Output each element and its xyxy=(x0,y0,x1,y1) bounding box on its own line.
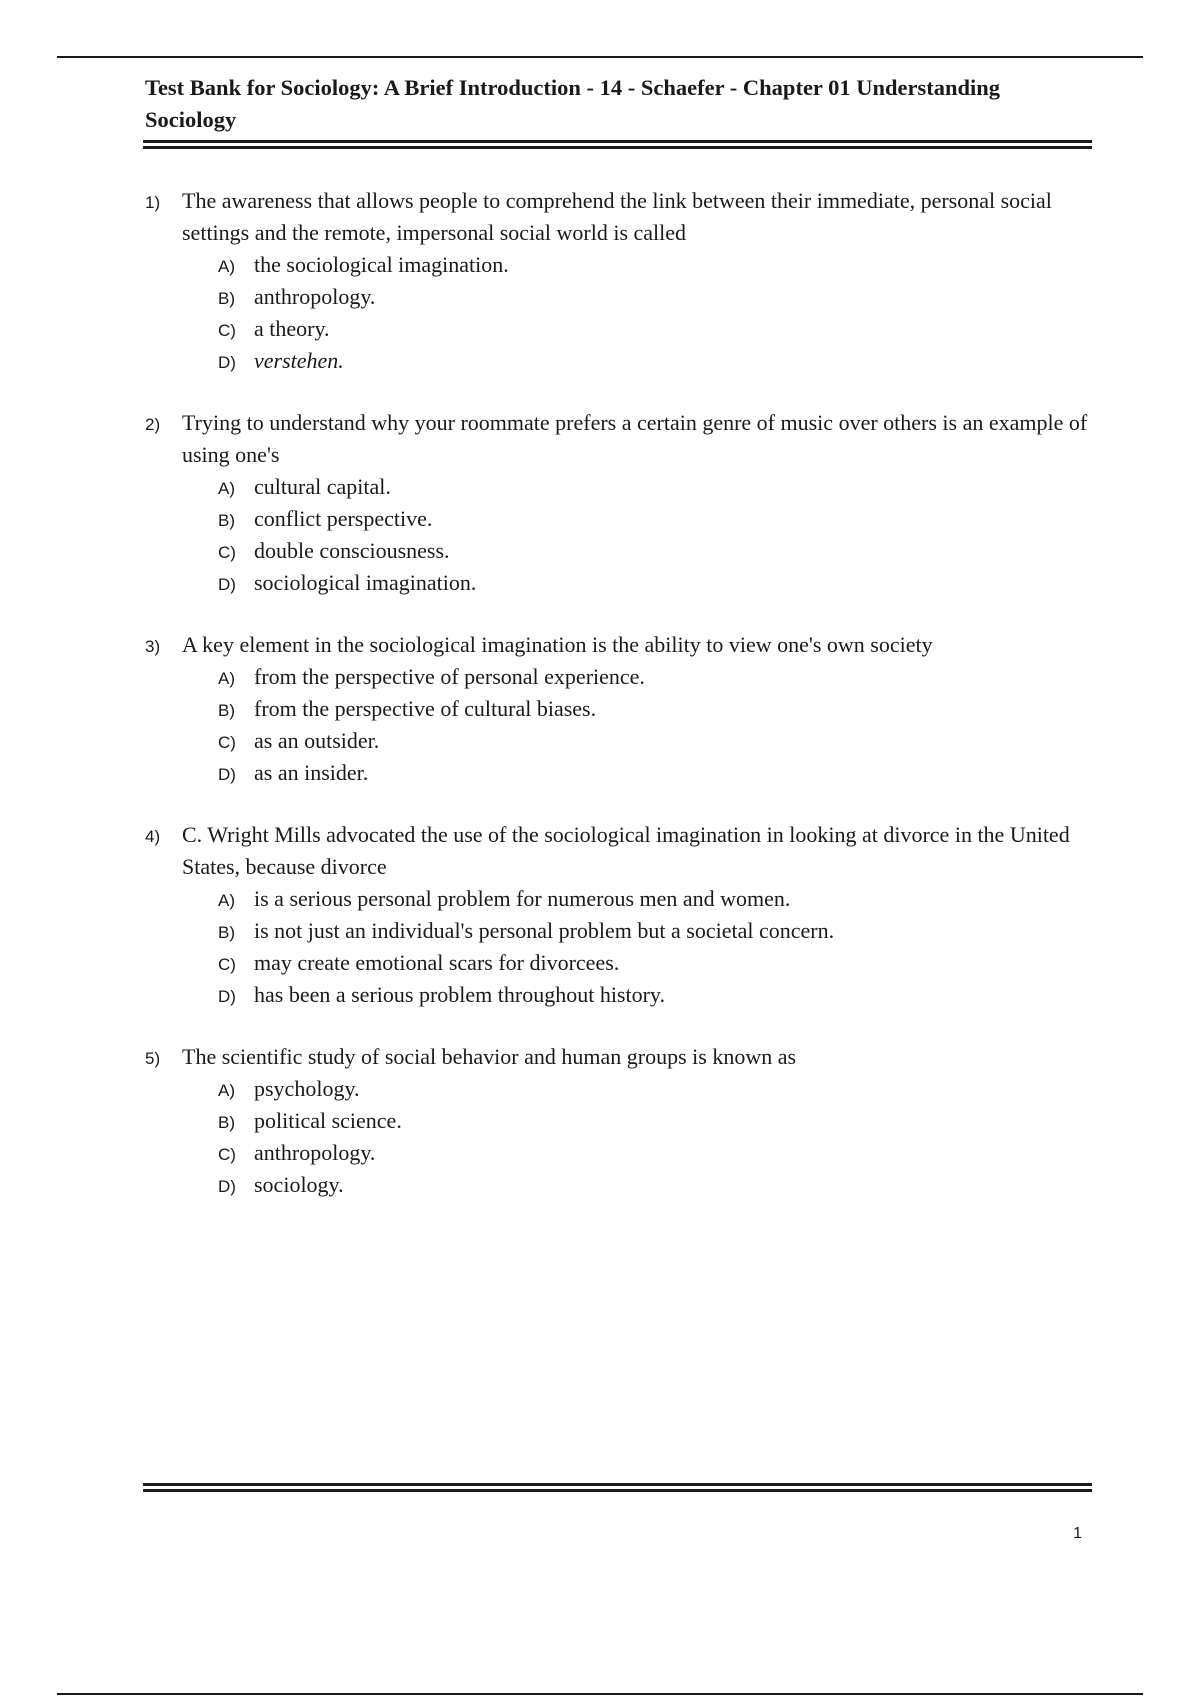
option-text: from the perspective of cultural biases. xyxy=(254,696,597,721)
answer-option-c xyxy=(218,725,1095,757)
option-letter: A) xyxy=(218,479,235,498)
option-letter: A) xyxy=(218,891,235,910)
option-text: conflict perspective. xyxy=(254,506,433,531)
question-5 xyxy=(145,1041,1095,1201)
question-number: 5) xyxy=(145,1049,161,1068)
option-letter: B) xyxy=(218,511,235,530)
question-number: 1) xyxy=(145,193,161,212)
answer-option-b xyxy=(218,281,1095,313)
document-title: Test Bank for Sociology: A Brief Introduction - 14 - Schaefer - Chapter 01 Understanding Sociology xyxy=(145,75,1001,132)
option-text: as an outsider. xyxy=(254,728,380,753)
answer-option-a xyxy=(218,471,1095,503)
answer-option-c xyxy=(218,1137,1095,1169)
answer-option-b xyxy=(218,1105,1095,1137)
option-text: political science. xyxy=(254,1108,402,1133)
answer-option-a xyxy=(218,661,1095,693)
answer-option-d xyxy=(218,567,1095,599)
answer-option-a xyxy=(218,883,1095,915)
answer-option-d xyxy=(218,1169,1095,1201)
answer-option-b xyxy=(218,693,1095,725)
answer-option-c xyxy=(218,947,1095,979)
option-text: anthropology. xyxy=(254,284,376,309)
answer-options xyxy=(145,883,1095,1011)
answer-options xyxy=(145,1073,1095,1201)
option-text: a theory. xyxy=(254,316,330,341)
question-number: 2) xyxy=(145,415,161,434)
question-stem: A key element in the sociological imagination is the ability to view one's own society xyxy=(182,632,933,657)
option-letter: A) xyxy=(218,1081,235,1100)
answer-options xyxy=(145,471,1095,599)
answer-option-b xyxy=(218,915,1095,947)
option-letter: B) xyxy=(218,289,235,308)
page-top-rule xyxy=(57,56,1143,58)
option-text: has been a serious problem throughout history. xyxy=(254,982,665,1007)
question-1 xyxy=(145,185,1095,377)
option-letter: D) xyxy=(218,765,236,784)
question-2 xyxy=(145,407,1095,599)
option-letter: A) xyxy=(218,669,235,688)
option-letter: D) xyxy=(218,1177,236,1196)
answer-option-a xyxy=(218,249,1095,281)
option-text: as an insider. xyxy=(254,760,369,785)
question-list xyxy=(145,185,1095,1231)
question-stem: C. Wright Mills advocated the use of the sociological imagination in looking at divorce in the United States, because divorce xyxy=(182,822,1070,879)
option-letter: D) xyxy=(218,987,236,1006)
option-letter: B) xyxy=(218,1113,235,1132)
option-text: cultural capital. xyxy=(254,474,391,499)
option-text: double consciousness. xyxy=(254,538,450,563)
option-letter: C) xyxy=(218,321,236,340)
answer-options xyxy=(145,661,1095,789)
option-letter: A) xyxy=(218,257,235,276)
question-stem: The scientific study of social behavior and human groups is known as xyxy=(182,1044,797,1069)
answer-option-d xyxy=(218,345,1095,377)
option-text: from the perspective of personal experience. xyxy=(254,664,645,689)
option-letter: C) xyxy=(218,733,236,752)
option-text: sociology. xyxy=(254,1172,344,1197)
option-text: is not just an individual's personal problem but a societal concern. xyxy=(254,918,835,943)
answer-option-d xyxy=(218,979,1095,1011)
question-number: 4) xyxy=(145,827,161,846)
option-text: anthropology. xyxy=(254,1140,376,1165)
answer-option-c xyxy=(218,535,1095,567)
answer-option-c xyxy=(218,313,1095,345)
option-letter: B) xyxy=(218,923,235,942)
option-letter: C) xyxy=(218,543,236,562)
question-stem: The awareness that allows people to comprehend the link between their immediate, personal social settings and the remote, impersonal social world is called xyxy=(182,188,1052,245)
option-text: is a serious personal problem for numerous men and women. xyxy=(254,886,791,911)
option-letter: B) xyxy=(218,701,235,720)
question-4 xyxy=(145,819,1095,1011)
question-stem: Trying to understand why your roommate prefers a certain genre of music over others is an example of using one's xyxy=(182,410,1088,467)
answer-option-b xyxy=(218,503,1095,535)
option-letter: D) xyxy=(218,575,236,594)
page-bottom-rule xyxy=(57,1693,1143,1695)
footer-double-rule xyxy=(143,1483,1092,1492)
header-double-rule xyxy=(143,140,1092,149)
option-letter: C) xyxy=(218,955,236,974)
option-text: psychology. xyxy=(254,1076,360,1101)
option-text: may create emotional scars for divorcees. xyxy=(254,950,620,975)
option-text: verstehen. xyxy=(254,348,344,373)
answer-option-a xyxy=(218,1073,1095,1105)
question-number: 3) xyxy=(145,637,161,656)
answer-options xyxy=(145,249,1095,377)
option-letter: C) xyxy=(218,1145,236,1164)
option-text: the sociological imagination. xyxy=(254,252,509,277)
question-3 xyxy=(145,629,1095,789)
page-number: 1 xyxy=(1073,1525,1082,1542)
option-text: sociological imagination. xyxy=(254,570,477,595)
option-letter: D) xyxy=(218,353,236,372)
answer-option-d xyxy=(218,757,1095,789)
